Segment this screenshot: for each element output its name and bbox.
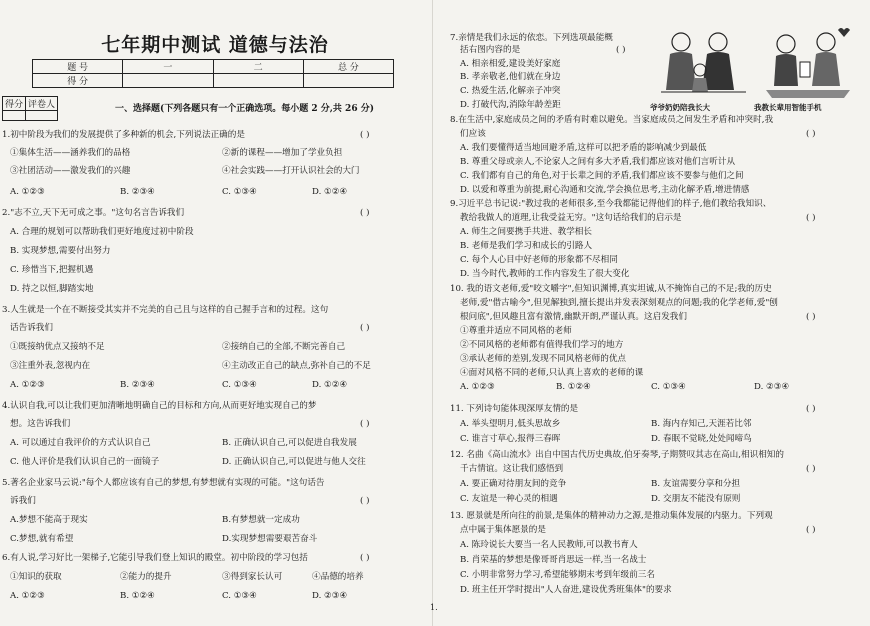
question-text-line: ②接纳自己的全部,不断完善自己 bbox=[222, 342, 346, 352]
question-text-line: ③得到家长认可 bbox=[222, 572, 283, 582]
answer-parentheses: ( ) bbox=[806, 525, 816, 535]
question-text-line: D. ②③④ bbox=[754, 382, 790, 392]
grader-score-blank bbox=[3, 111, 26, 121]
question-text-line: D.实现梦想需要艰苦奋斗 bbox=[222, 534, 318, 544]
question-text-line: A. 相亲相爱,建设美好家庭 bbox=[460, 59, 561, 69]
question-text-line: 点中属于集体愿景的是 bbox=[460, 525, 546, 535]
question-text-line: D. 正确认识自己,可以促进与他人交往 bbox=[222, 457, 366, 467]
question-text-line: 3.人生就是一个在不断接受其实并不完美的自己且与这样的自己握手言和的过程。这句 bbox=[2, 305, 329, 315]
question-text-line: A. ①②③ bbox=[10, 380, 45, 390]
score-header-cell: 总 分 bbox=[303, 60, 393, 74]
question-text-line: D. 以爱和尊重为前提,耐心沟通和交流,学会换位思考,主动化解矛盾,增进情感 bbox=[460, 185, 750, 195]
question-text-line: ④主动改正自己的缺点,弥补自己的不足 bbox=[222, 361, 371, 371]
grader-box bbox=[2, 96, 58, 121]
question-text-line: 们应该 bbox=[460, 129, 486, 139]
question-text-line: 诉我们 bbox=[10, 496, 36, 506]
question-text-line: B. 海内存知己,天涯若比邻 bbox=[651, 419, 752, 429]
question-text-line: A. 陈玲说长大要当一名人民教师,可以教书育人 bbox=[460, 540, 638, 550]
question-text-line: C. 友谊是一种心灵的相遇 bbox=[460, 494, 558, 504]
question-text-line: 11. 下列诗句能体现深厚友情的是 bbox=[450, 404, 579, 414]
question-text-line: D. 持之以恒,脚踏实地 bbox=[10, 284, 94, 294]
question-text-line: ①既接纳优点又接纳不足 bbox=[10, 342, 105, 352]
question-text-line: C.梦想,就有希望 bbox=[10, 534, 74, 544]
question-text-line: C. ①③④ bbox=[651, 382, 686, 392]
grader-score-label: 得分 bbox=[3, 97, 26, 111]
question-text-line: ③承认老师的差别,发现不同风格老师的优点 bbox=[460, 354, 627, 364]
score-table bbox=[32, 59, 394, 88]
question-text-line: 9.习近平总书记说:"教过我的老师很多,至今我都能记得他们的样子,他们教给我知识、 bbox=[450, 199, 772, 209]
score-header-cell: 题 号 bbox=[33, 60, 123, 74]
question-text-line: 根问底",但风趣且富有激情,幽默开朗,严谨认真。这启发我们 bbox=[460, 312, 687, 322]
answer-parentheses: ( ) bbox=[360, 323, 370, 333]
question-text-line: 10. 我的语文老师,爱"咬文嚼字",但知识渊博,真实坦诚,从不掩饰自己的不足;我的历史 bbox=[450, 284, 772, 294]
answer-parentheses: ( ) bbox=[360, 208, 370, 218]
question-text-line: D. 班主任开学时提出"人人奋进,建设优秀班集体"的要求 bbox=[460, 585, 672, 595]
question-text-line: A. ①②③ bbox=[460, 382, 495, 392]
question-text-line: 1.初中阶段为我们的发展提供了多种新的机会,下列说法正确的是 bbox=[2, 130, 245, 140]
question-text-line: D. ②③④ bbox=[312, 591, 348, 601]
question-text-line: B. ②③④ bbox=[120, 380, 155, 390]
question-text-line: B. 尊重父母或亲人,不论家人之间有多大矛盾,我们都应该对他们言听计从 bbox=[460, 157, 736, 167]
question-text-line: C. ①③④ bbox=[222, 380, 257, 390]
score-value-cell bbox=[213, 74, 303, 88]
question-text-line: ④品德的培养 bbox=[312, 572, 364, 582]
question-text-line: C. 我们都有自己的角色,对于长辈之间的矛盾,我们都应该不要参与他们之间 bbox=[460, 171, 744, 181]
answer-parentheses: ( ) bbox=[806, 312, 816, 322]
answer-parentheses: ( ) bbox=[360, 553, 370, 563]
answer-parentheses: ( ) bbox=[360, 130, 370, 140]
illustration-caption-right: 我教长辈用智能手机 bbox=[754, 103, 822, 112]
question-text-line: ①集体生活——涵养我们的品格 bbox=[10, 148, 131, 158]
question-text-line: B. 友谊需要分享和分担 bbox=[651, 479, 741, 489]
question-text-line: 4.认识自我,可以让我们更加清晰地明确自己的目标和方向,从而更好地实现自己的梦 bbox=[2, 401, 317, 411]
question-text-line: 2."志不立,天下无可成之事。"这句名言告诉我们 bbox=[2, 208, 185, 218]
question-text-line: A.梦想不能高于现实 bbox=[10, 515, 88, 525]
question-text-line: 12. 名曲《高山流水》出自中国古代历史典故,伯牙奏琴,子期赞叹其志在高山,相识相知的 bbox=[450, 450, 784, 460]
grader-name-label: 评卷人 bbox=[26, 97, 58, 111]
score-value-cell bbox=[303, 74, 393, 88]
question-text-line: D. ①②④ bbox=[312, 380, 348, 390]
question-text-line: D. 当今时代,教师的工作内容发生了很大变化 bbox=[460, 269, 630, 279]
question-text-line: A. 举头望明月,低头思故乡 bbox=[460, 419, 561, 429]
question-text-line: 7.亲情是我们永远的依恋。下列选项最能概 bbox=[450, 33, 613, 43]
question-text-line: ④社会实践——打开认识社会的大门 bbox=[222, 166, 360, 176]
answer-parentheses: ( ) bbox=[806, 404, 816, 414]
page-number: 1. bbox=[430, 603, 438, 612]
question-text-line: A. 我们要懂得适当地回避矛盾,这样可以把矛盾的影响减少到最低 bbox=[460, 143, 707, 153]
question-text-line: C. ①③④ bbox=[222, 591, 257, 601]
question-text-line: ②新的课程——增加了学业负担 bbox=[222, 148, 343, 158]
question-text-line: 老师,爱"借古喻今",但见解独到,擅长提出并发表深刻观点的问题;我的化学老师,爱"刨 bbox=[460, 298, 778, 308]
question-text-line: C. 谁言寸草心,报得三春晖 bbox=[460, 434, 561, 444]
question-text-line: C. 每个人心目中好老师的形象都不尽相同 bbox=[460, 255, 618, 265]
grader-name-blank bbox=[26, 111, 58, 121]
question-text-line: B. 肖荣基的梦想是像哥哥肖思远一样,当一名战士 bbox=[460, 555, 647, 565]
page-divider bbox=[432, 0, 433, 626]
question-text-line: A. ①②③ bbox=[10, 187, 45, 197]
answer-parentheses: ( ) bbox=[360, 419, 370, 429]
question-text-line: 5.著名企业家马云说:"每个人都应该有自己的梦想,有梦想就有实现的可能。"这句话告 bbox=[2, 478, 325, 488]
question-text-line: A. 合理的规划可以帮助我们更好地度过初中阶段 bbox=[10, 227, 194, 237]
smartphone-illustration bbox=[758, 24, 858, 102]
question-text-line: ②能力的提升 bbox=[120, 572, 172, 582]
question-text-line: 括右图内容的是 bbox=[460, 45, 521, 55]
score-label-cell: 得 分 bbox=[33, 74, 123, 88]
question-text-line: C. 小明非常努力学习,希望能够期末考到年级前三名 bbox=[460, 570, 655, 580]
question-text-line: C. 珍惜当下,把握机遇 bbox=[10, 265, 94, 275]
section-heading: 一、选择题(下列各题只有一个正确选项。每小题 2 分,共 26 分) bbox=[115, 104, 374, 114]
question-text-line: 6.有人说,学习好比一架梯子,它能引导我们登上知识的殿堂。初中阶段的学习包括 bbox=[2, 553, 308, 563]
question-text-line: D. 打破代沟,消除年龄差距 bbox=[460, 100, 561, 110]
question-text-line: B. ①②④ bbox=[556, 382, 591, 392]
question-text-line: B. 孝亲敬老,他们就在身边 bbox=[460, 72, 561, 82]
question-text-line: C. ①③④ bbox=[222, 187, 257, 197]
question-text-line: B.有梦想就一定成功 bbox=[222, 515, 300, 525]
question-text-line: B. 老师是我们学习和成长的引路人 bbox=[460, 241, 593, 251]
question-text-line: B. ①②④ bbox=[120, 591, 155, 601]
question-text-line: B. 正确认识自己,可以促进自我发展 bbox=[222, 438, 357, 448]
answer-parentheses: ( ) bbox=[360, 496, 370, 506]
answer-parentheses: ( ) bbox=[806, 129, 816, 139]
question-text-line: ①尊重并适应不同风格的老师 bbox=[460, 326, 572, 336]
answer-parentheses: ( ) bbox=[616, 45, 626, 55]
question-text-line: B. 实现梦想,需要付出努力 bbox=[10, 246, 111, 256]
answer-parentheses: ( ) bbox=[806, 213, 816, 223]
answer-parentheses: ( ) bbox=[806, 464, 816, 474]
question-text-line: C. 他人评价是我们认识自己的一面镜子 bbox=[10, 457, 160, 467]
question-text-line: D. 春眠不觉晓,处处闻啼鸟 bbox=[651, 434, 752, 444]
question-text-line: 话告诉我们 bbox=[10, 323, 53, 333]
question-text-line: A. 要正确对待朋友间的竞争 bbox=[460, 479, 567, 489]
question-text-line: 千古情谊。这让我们感悟到 bbox=[460, 464, 564, 474]
question-text-line: 想。这告诉我们 bbox=[10, 419, 71, 429]
question-text-line: ③社团活动——激发我们的兴趣 bbox=[10, 166, 131, 176]
exam-title: 七年期中测试 道德与法治 bbox=[101, 34, 329, 56]
question-text-line: 8.在生活中,家庭成员之间的矛盾有时难以避免。当家庭成员之间发生矛盾和冲突时,我 bbox=[450, 115, 774, 125]
question-text-line: A. 师生之间要携手共进、教学相长 bbox=[460, 227, 592, 237]
illustration-caption-left: 爷爷奶奶陪我长大 bbox=[650, 103, 710, 112]
question-text-line: A. ①②③ bbox=[10, 591, 45, 601]
question-text-line: ④面对风格不同的老师,只认真上喜欢的老师的课 bbox=[460, 368, 644, 378]
question-text-line: 教给我做人的道理,让我受益无穷。"这句话给我们的启示是 bbox=[460, 213, 682, 223]
question-text-line: A. 可以通过自我评价的方式认识自己 bbox=[10, 438, 151, 448]
question-text-line: ①知识的获取 bbox=[10, 572, 62, 582]
score-header-cell: 二 bbox=[213, 60, 303, 74]
question-text-line: ②不同风格的老师都有值得我们学习的地方 bbox=[460, 340, 624, 350]
question-text-line: C. 热爱生活,化解亲子冲突 bbox=[460, 86, 561, 96]
question-text-line: D. 交朋友不能没有原则 bbox=[651, 494, 741, 504]
question-text-line: B. ②③④ bbox=[120, 187, 155, 197]
question-text-line: D. ①②④ bbox=[312, 187, 348, 197]
question-text-line: ③注重外表,忽视内在 bbox=[10, 361, 91, 371]
score-value-cell bbox=[123, 74, 213, 88]
question-text-line: 13. 愿景就是所向往的前景,是集体的精神动力之源,是推动集体发展的内驱力。下列观 bbox=[450, 511, 773, 521]
score-header-cell: 一 bbox=[123, 60, 213, 74]
grandparents-illustration bbox=[656, 24, 754, 102]
